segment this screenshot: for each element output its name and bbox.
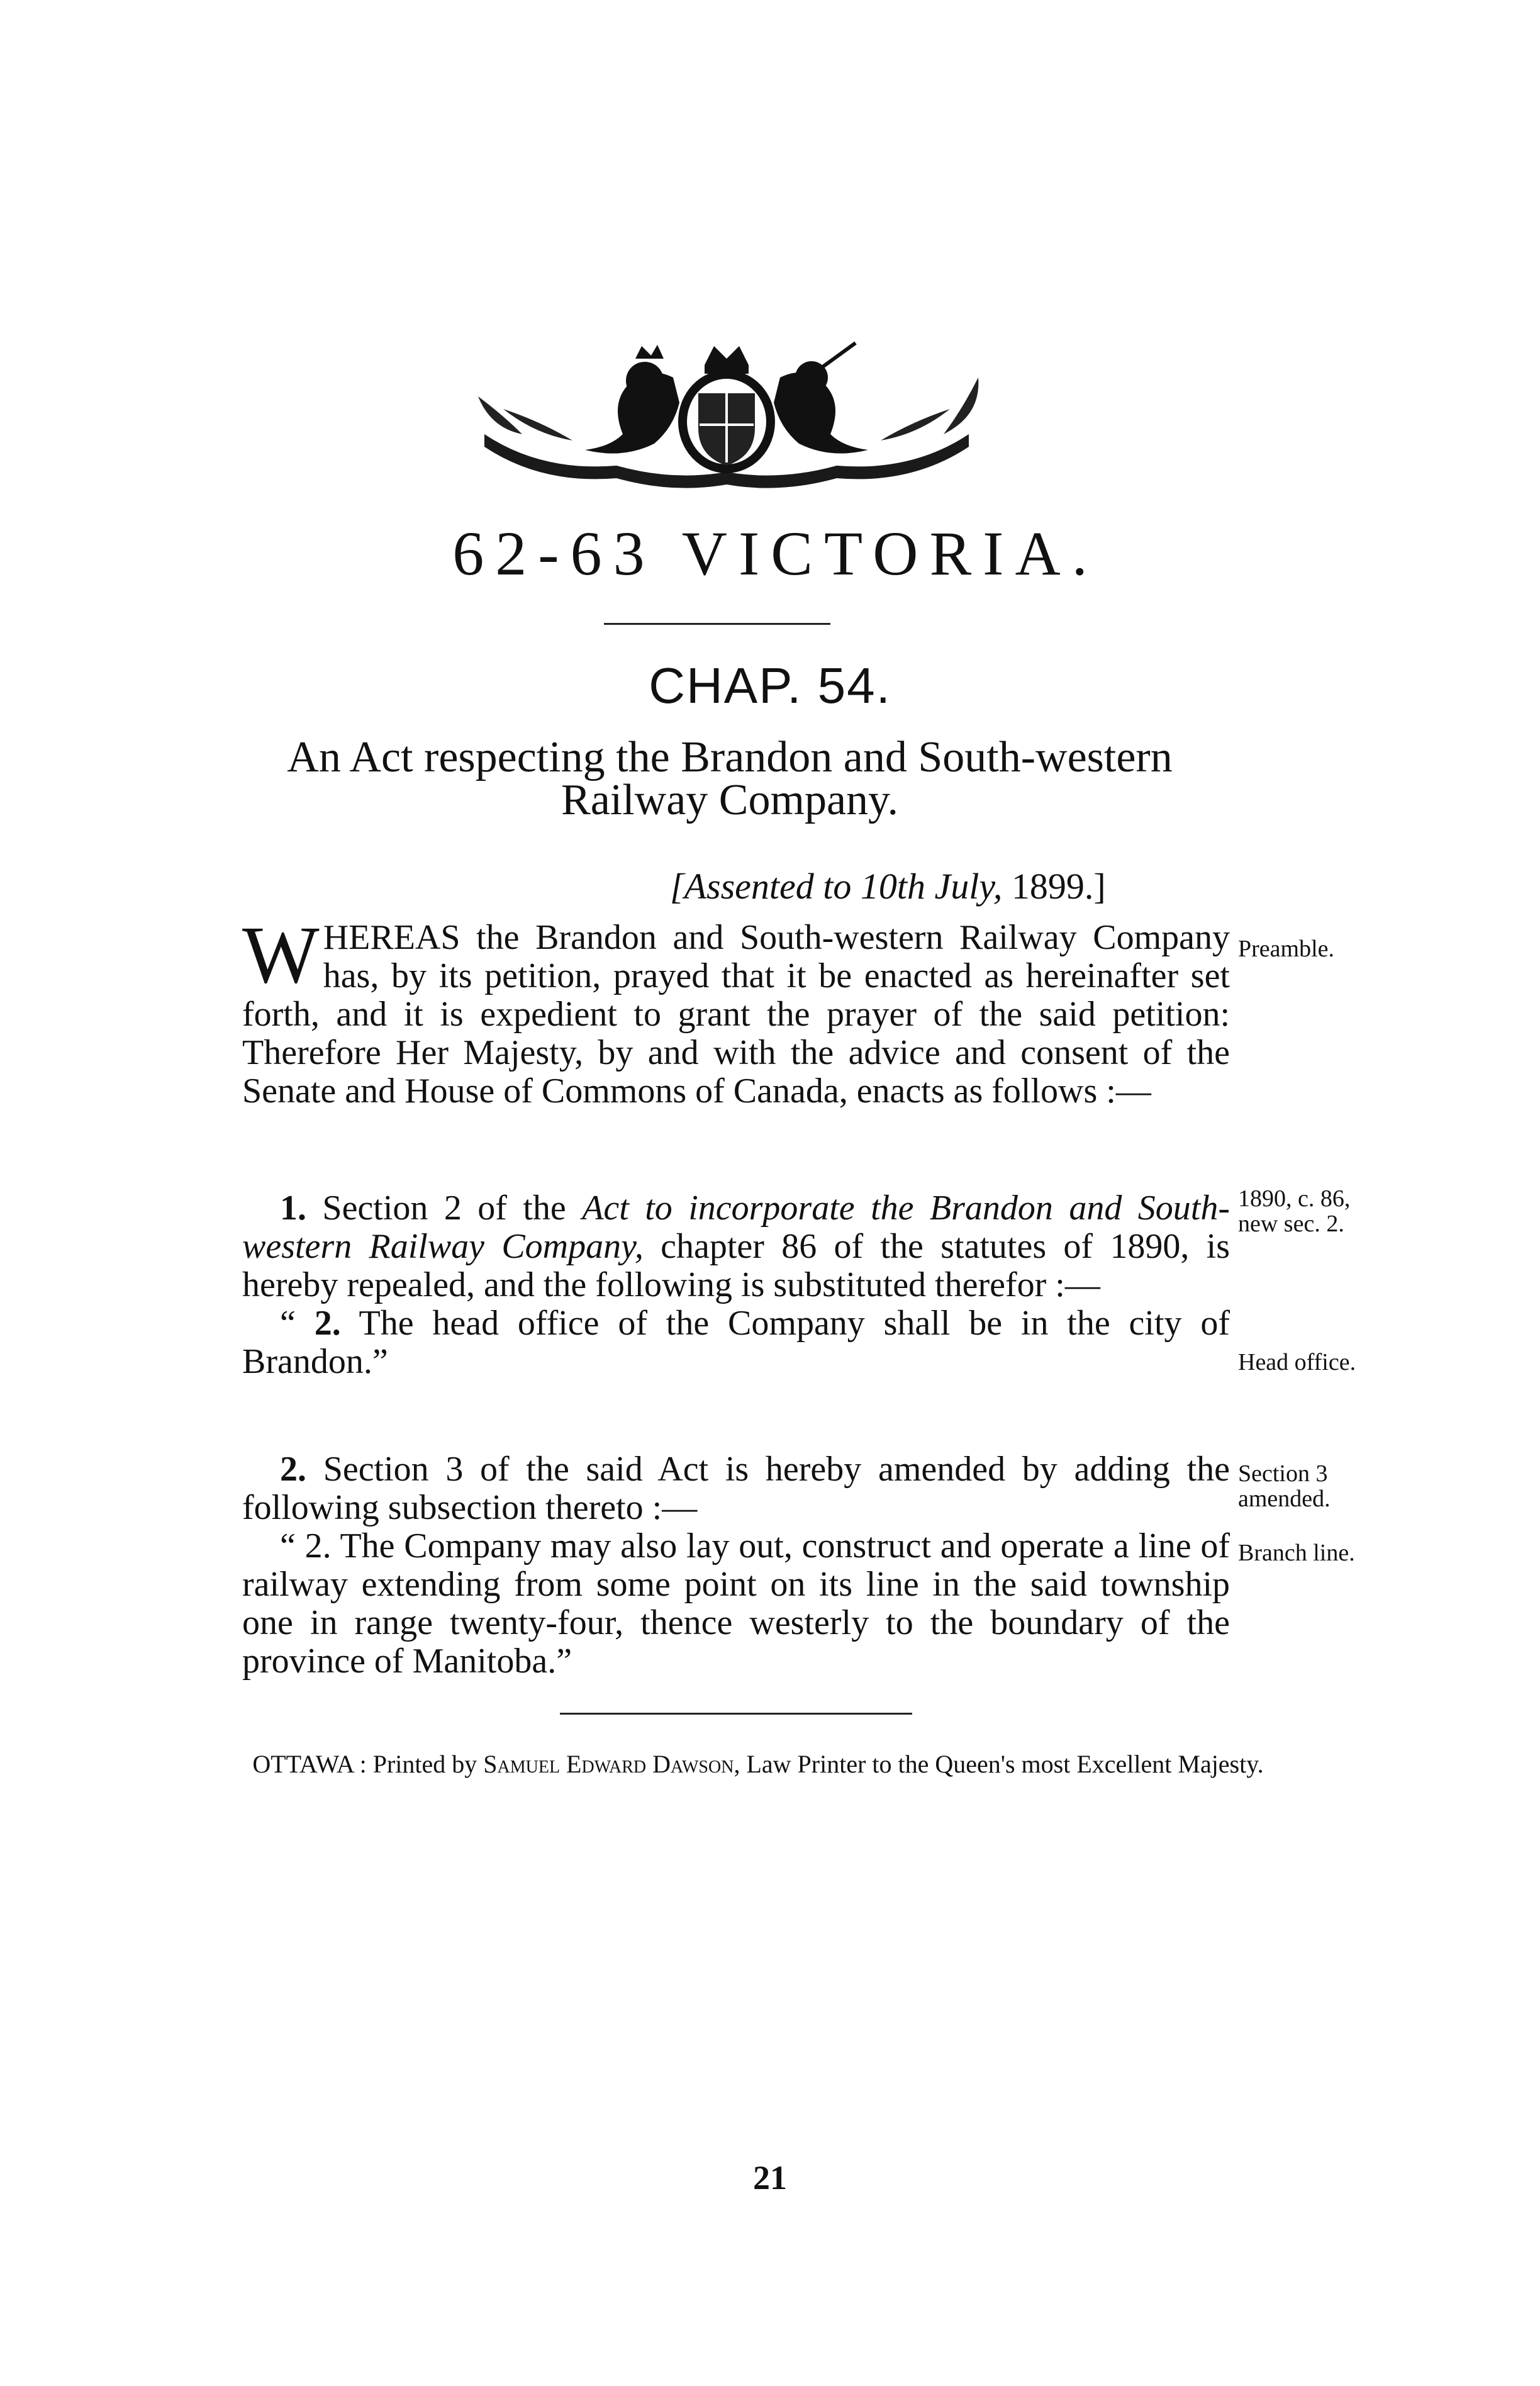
assent-date (670, 868, 1106, 905)
regnal-year-heading: 62-63 VICTORIA. (452, 518, 1099, 588)
section-2-text: Section 3 of the said Act is hereby amended by adding the following subsection thereto :— (242, 1450, 1230, 1527)
section-1-number: 1. (280, 1189, 306, 1228)
section-2 (242, 1450, 1230, 1681)
quote-open: “ (280, 1304, 315, 1343)
preamble-paragraph (242, 910, 1230, 1111)
subsection-2-text: The head office of the Company shall be in the city of Brandon.” (242, 1304, 1230, 1381)
section-2-subsection: “ 2. The Company may also lay out, construct and operate a line of railway extending from some point on its line in the said township one in range twenty-four, thence westerly to the boundary of the province of Manitoba.” (242, 1526, 1230, 1681)
section-2-number: 2. (280, 1450, 306, 1489)
section-1-paragraph (242, 1189, 1230, 1304)
section-1-text-a: Section 2 of the (306, 1189, 583, 1228)
section-1-text-b: chapter 86 of the statutes of 1890, is hereby repealed, and the following is substituted therefor :— (242, 1227, 1230, 1304)
preamble-text: HEREAS the Brandon and South-western Railway Company has, by its petition, prayed that it be enacted as hereinafter set forth, and it is expedient to grant the prayer of the said petition: Therefore Her Majesty, by and with the advice and consent of the Senate and House of Commons of Canada, enacts as follows :— (242, 918, 1230, 1111)
assent-prefix: [Assented to (670, 866, 861, 907)
imprint-printer-name: Samuel Edward Dawson, (483, 1750, 740, 1778)
section-1-subsection (242, 1304, 1230, 1381)
margin-note-new-section: 1890, c. 86, new sec. 2. (1238, 1185, 1351, 1237)
margin-note-preamble: Preamble. (1238, 936, 1335, 962)
section-2-paragraph (242, 1450, 1230, 1527)
assent-year: 1899.] (1002, 866, 1106, 907)
section-1-act-name: Act to incorporate the Brandon and South-western Railway Company, (242, 1189, 1230, 1266)
act-title (226, 733, 1233, 824)
imprint-printed-by: Printed by (366, 1750, 484, 1778)
page-number: 21 (753, 2159, 787, 2197)
royal-coat-of-arms-emblem (466, 340, 988, 491)
margin-note-head-office: Head office. (1238, 1349, 1356, 1375)
imprint-rest: Law Printer to the Queen's most Excellent Majesty. (740, 1750, 1264, 1778)
act-title-line-1: An Act respecting the Brandon and South-western (287, 733, 1173, 781)
printer-imprint (248, 1750, 1268, 1778)
margin-note-section-3-amended: Section 3 amended. (1238, 1460, 1331, 1512)
section-1 (242, 1189, 1230, 1381)
dropcap-letter: W (242, 910, 320, 1000)
header-divider (604, 623, 830, 625)
subsection-2-number: 2. (314, 1304, 341, 1343)
footer-divider (560, 1713, 912, 1715)
imprint-place: OTTAWA : (252, 1750, 367, 1778)
margin-note-branch-line: Branch line. (1238, 1540, 1355, 1566)
chapter-heading: CHAP. 54. (649, 658, 891, 714)
assent-day: 10th July, (860, 866, 1003, 907)
act-title-line-2: Railway Company. (561, 776, 898, 824)
